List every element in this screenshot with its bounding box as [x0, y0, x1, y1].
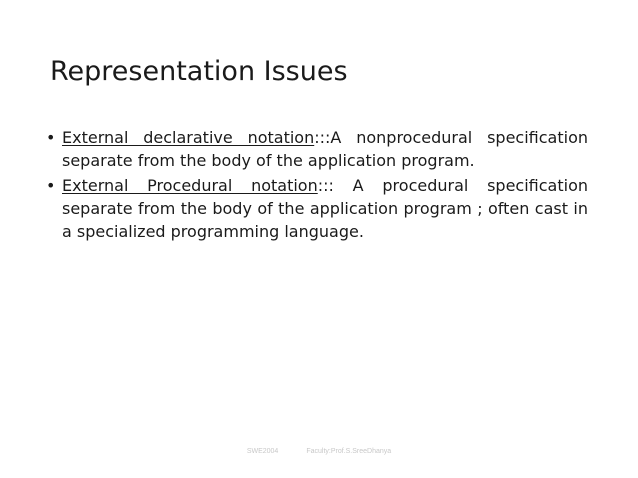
- slide-title: Representation Issues: [50, 56, 348, 87]
- bullet-text: A nonprocedural specification separate from the body of the application program.: [62, 128, 588, 170]
- bullet-list: [46, 126, 588, 245]
- bullet-separator: :::: [317, 176, 334, 195]
- bullet-icon: •: [46, 128, 56, 147]
- bullet-text: A procedural specification separate from the body of the application program ; often cast in a specialized programming language.: [62, 176, 589, 241]
- bullet-term: External Procedural notation: [62, 176, 318, 195]
- footer-course-code: SWE2004: [246, 448, 279, 455]
- bullet-term: External declarative notation: [62, 128, 315, 147]
- footer-faculty: Faculty:Prof.S.SreeDhanya: [306, 448, 392, 455]
- bullet-item-external-declarative: [46, 126, 588, 172]
- bullet-icon: •: [46, 176, 56, 195]
- bullet-separator: :::: [314, 128, 331, 147]
- bullet-item-external-procedural: [46, 174, 588, 243]
- slide-footer: [0, 448, 638, 455]
